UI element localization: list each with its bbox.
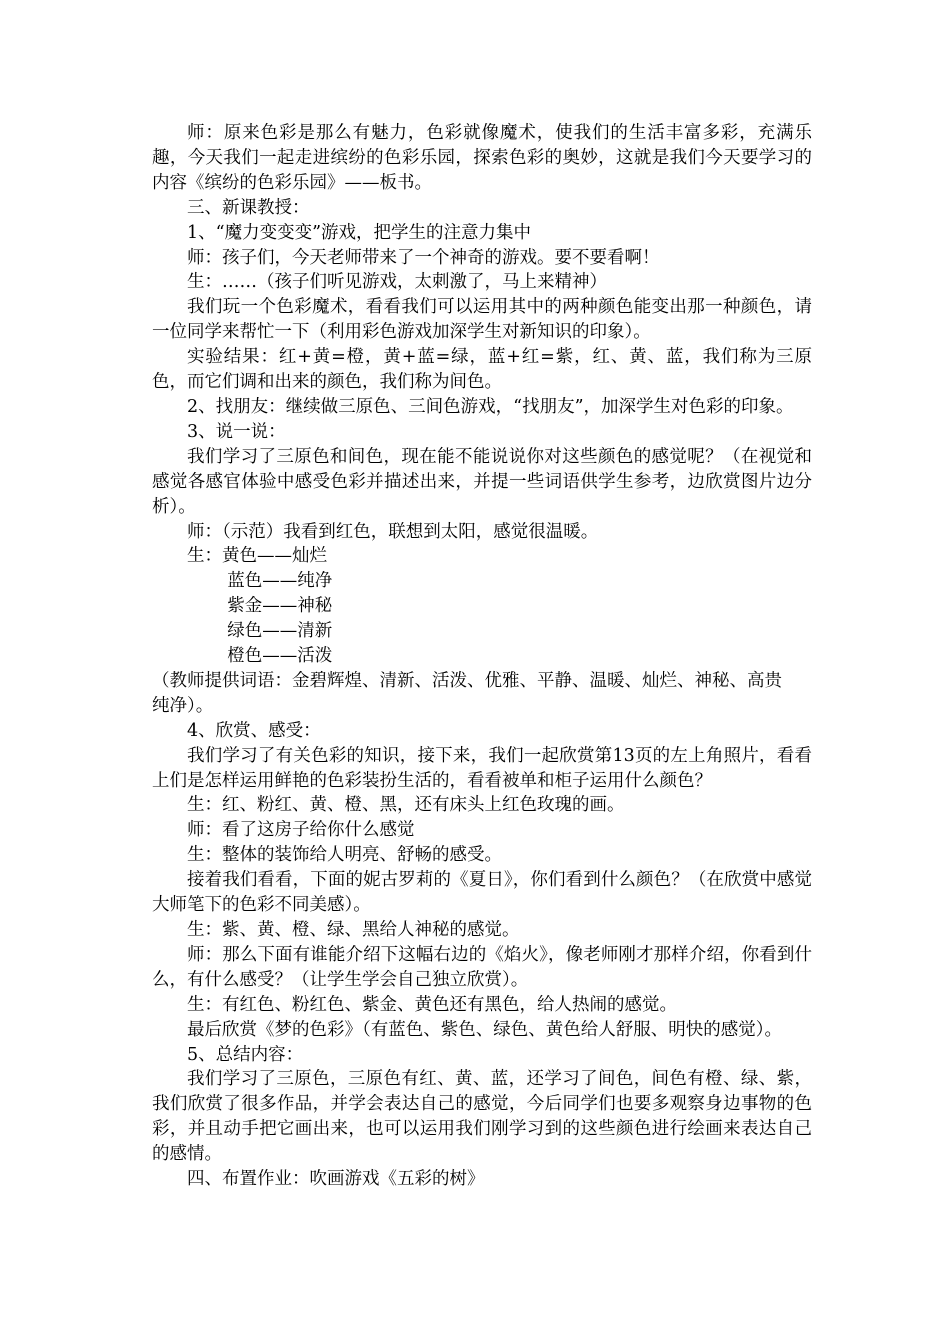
color-feeling-yellow: 生：黄色——灿烂	[187, 546, 327, 567]
paragraph-summer-day: 接着我们看看，下面的妮古罗莉的《夏日》，你们看到什么颜色？（在欣赏中感觉大师笔下的色彩不同美感）。	[152, 870, 812, 916]
item-heading-magic-game: 1、“魔力变变变”游戏，把学生的注意力集中	[187, 222, 532, 243]
paragraph-teacher-question: 师：看了这房子给你什么感觉	[187, 820, 415, 841]
paragraph-color-magic: 我们玩一个色彩魔术，看看我们可以运用其中的两种颜色能变出那一种颜色，请一位同学来帮忙一下（利用彩色游戏加深学生对新知识的印象）。	[152, 297, 812, 343]
paragraph-student-mysterious: 生：紫、黄、橙、绿、黑给人神秘的感觉。	[187, 920, 520, 940]
color-feeling-purple-gold: 紫金——神秘	[227, 596, 333, 617]
paragraph-teacher-words-line2: 纯净）。	[152, 695, 214, 716]
paragraph-student-feeling: 生：整体的装饰给人明亮、舒畅的感受。	[187, 845, 502, 866]
paragraph-teacher-demo: 师：（示范）我看到红色，联想到太阳，感觉很温暖。	[187, 521, 599, 542]
paragraph-dream-colors: 最后欣赏《梦的色彩》（有蓝色、紫色、绿色、黄色给人舒服、明快的感觉）。	[187, 1019, 782, 1040]
color-feeling-orange: 橙色——活泼	[227, 646, 333, 667]
item-heading-find-friends: 2、找朋友：继续做三原色、三间色游戏，“找朋友”，加深学生对色彩的印象。	[187, 396, 794, 417]
paragraph-student-reaction: 生：……（孩子们听见游戏，太刺激了，马上来精神）	[187, 272, 607, 293]
item-heading-summary: 5、总结内容：	[187, 1044, 304, 1065]
document-page	[152, 121, 812, 1192]
paragraph-teacher-game: 师：孩子们，今天老师带来了一个神奇的游戏。要不要看啊！	[187, 247, 660, 268]
item-heading-speak: 3、说一说：	[187, 421, 286, 442]
paragraph-describe-colors: 我们学习了三原色和间色，现在能不能说说你对这些颜色的感觉呢？（在视觉和感觉各感官体验中感受色彩并描述出来，并提一些词语供学生参考，边欣赏图片边分析）。	[152, 446, 812, 517]
paragraph-summary: 我们学习了三原色，三原色有红、黄、蓝，还学习了间色，间色有橙、绿、紫，我们欣赏了很多作品，并学会表达自己的感觉，今后同学们也要多观察身边事物的色彩，并且动手把它画出来，也可以运用我们刚学习到的这些颜色进行绘画来表达自己的感情。	[152, 1069, 812, 1165]
paragraph-student-colors: 生：红、粉红、黄、橙、黑，还有床头上红色玫瑰的画。	[187, 795, 625, 816]
paragraph-student-lively: 生：有红色、粉红色、紫金、黄色还有黑色，给人热闹的感觉。	[187, 994, 677, 1015]
section-heading-homework: 四、布置作业：吹画游戏《五彩的树》	[187, 1169, 485, 1190]
paragraph-intro: 师：原来色彩是那么有魅力，色彩就像魔术，使我们的生活丰富多彩，充满乐趣，今天我们一起走进缤纷的色彩乐园，探索色彩的奥妙，这就是我们今天要学习的内容《缤纷的色彩乐园》——板书。	[152, 123, 812, 193]
paragraph-experiment-result: 实验结果：红+黄=橙，黄+蓝=绿，蓝+红=紫，红、黄、蓝，我们称为三原色，而它们调和出来的颜色，我们称为间色。	[152, 347, 812, 393]
paragraph-appreciate-photo: 我们学习了有关色彩的知识，接下来，我们一起欣赏第13页的左上角照片，看看上们是怎样运用鲜艳的色彩装扮生活的，看看被单和柜子运用什么颜色？	[152, 745, 812, 791]
color-feeling-blue: 蓝色——纯净	[227, 571, 333, 592]
item-heading-appreciate: 4、欣赏、感受：	[187, 720, 321, 741]
paragraph-fireworks: 师：那么下面有谁能介绍下这幅右边的《焰火》，像老师刚才那样介绍，你看到什么，有什么感受？（让学生学会自己独立欣赏）。	[152, 944, 812, 990]
color-feeling-green: 绿色——清新	[227, 621, 333, 642]
paragraph-teacher-words-line1: （教师提供词语：金碧辉煌、清新、活泼、优雅、平静、温暖、灿烂、神秘、高贵	[152, 670, 782, 691]
section-heading-new-lesson: 三、新课教授：	[187, 197, 310, 218]
